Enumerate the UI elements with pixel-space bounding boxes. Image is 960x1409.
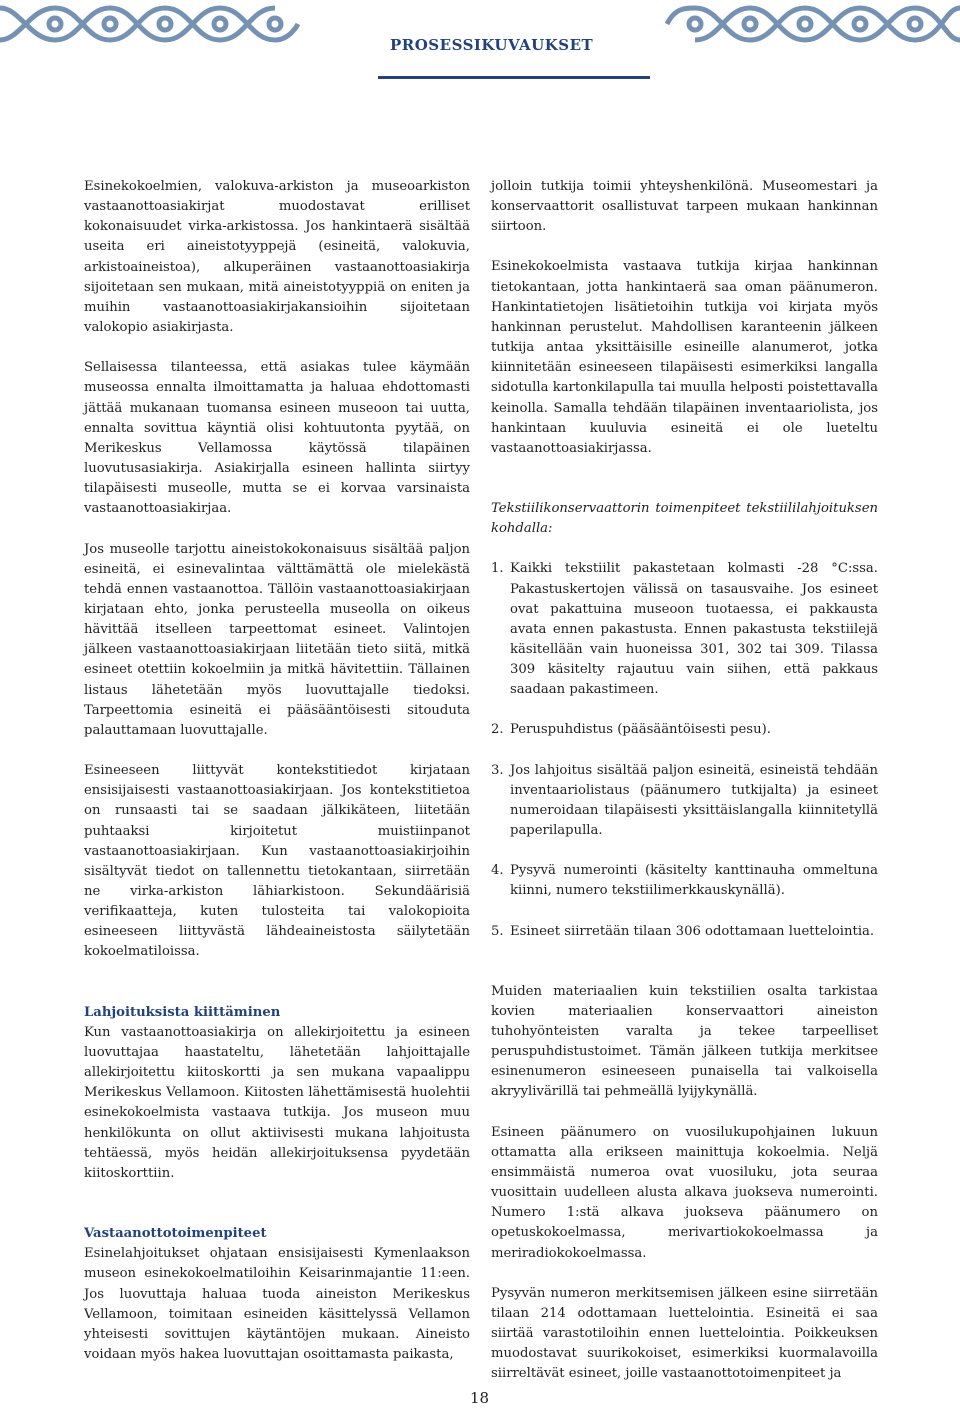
list-item-text: Esineet siirretään tilaan 306 odottamaan luettelointia.: [510, 923, 875, 939]
textile-heading: Tekstiilikonservaattorin toimenpiteet tekstiililahjoituksen kohdalla:: [491, 501, 878, 537]
right-column: [491, 177, 878, 1385]
list-item-text: Pysyvä numerointi (käsitelty kanttinauha ommeltuna kiinni, numero tekstiilimerkkauskynällä).: [510, 863, 878, 899]
left-paragraph-1: Esinekokoelmien, valokuva-arkiston ja museoarkiston vastaanottoasiakirjat muodostavat erilliset kokonaisuudet virka-arkistossa. Jos hankintaerä sisältää useita eri aineistotyyppejä (esineitä, valokuvia, arkistoaineistoa), alkuperäinen vastaanottoasiakirja sijoitetaan sen mukaan, mitä aineistotyyppiä on eniten ja muihin vastaanottoasiakirjakansioihin sijoitetaan valokopio asiakirjasta.: [84, 179, 470, 336]
list-item-text: Kaikki tekstiilit pakastetaan kolmasti -28 °C:ssa. Pakastuskertojen välissä on tasausvaihe. Jos esineet ovat pakattuina museoon tuotaessa, ei pakkausta avata ennen pakastusta. Ennen pakastusta tekstiilejä käsitellään vain huoneissa 301, 302 tai 309. Tilassa 309 käsitelty rajautuu vain siihen, että pakkaus saadaan pakastimeen.: [510, 561, 878, 698]
ornament-right-icon: [665, 0, 960, 48]
section-receiving-heading: Vastaanottotoimenpiteet: [84, 1226, 267, 1242]
header-rule: [378, 76, 650, 79]
section-thanks-heading: Lahjoituksista kiittäminen: [84, 1004, 281, 1020]
list-item-number: 2.: [491, 722, 504, 738]
list-item: [491, 922, 878, 942]
list-item-text: Jos lahjoitus sisältää paljon esineitä, esineistä tehdään inventaariolistaus (päänumero tutkijalta) ja esineet numeroidaan tilapäisesti yksittäislangalla kiinnitetyllä paperilapulla.: [510, 762, 878, 839]
textile-steps-list: [491, 559, 878, 941]
section-receiving: [84, 1224, 470, 1365]
spacer: [84, 983, 470, 1003]
spacer: [491, 962, 878, 982]
list-item: [491, 761, 878, 842]
list-item: [491, 720, 878, 740]
right-paragraph-2: Esinekokoelmista vastaava tutkija kirjaa hankinnan tietokantaan, jotta hankintaerä saa oman päänumeron. Hankintatietojen lisätietoihin tutkija voi kirjata myös hankinnan perustelut. Mahdollisen karanteenin jälkeen tutkija antaa yksittäisille esineille alanumerot, jotka kiinnitetään esineeseen tilapäisesti esimerkiksi langalla sidotulla kartonkilapulla tai muulla helposti poistettavalla keinolla. Samalla tehdään tilapäinen inventaariolista, jos hankintaan kuuluvia esineitä ei ole lueteltu vastaanottoasiakirjassa.: [491, 259, 878, 456]
right-paragraph-3: Muiden materiaalien kuin tekstiilien osalta tarkistaa kovien materiaalien konservaattori aineiston tuhohyönteisten varalta ja tekee tarpeelliset peruspuhdistustoimet. Tämän jälkeen tutkija merkitsee esinenumeron esineeseen punaisella tai valkoisella akryylivärillä tai pehmeällä lyijykynällä.: [491, 983, 878, 1100]
list-item: [491, 559, 878, 700]
section-thanks: [84, 1003, 470, 1184]
left-paragraph-4: Esineeseen liittyvät kontekstitiedot kirjataan ensisijaisesti vastaanottoasiakirjaan. Jos kontekstitietoa on runsaasti tai se saadaan jälkikäteen, liitetään puhtaaksi kirjoitetut muistiinpanot vastaanottoasiakirjaan. Kun vastaanottoasiakirjoihin sisältyvät tiedot on tallennettu tietokantaan, siirretään ne virka-arkiston lähiarkistoon. Sekundäärisiä verifikaatteja, kuten tulosteita tai valokopioita esineeseen liittyvästä lähdeaineistosta säilytetään kokoelmatiloissa.: [84, 763, 470, 960]
section-receiving-text: Esinelahjoitukset ohjataan ensisijaisesti Kymenlaakson museon esinekokoelmatiloihin Keisarinmajantie 11:een. Jos luovuttaja haluaa tuoda aineiston Merikeskus Vellamoon, toimitaan esineiden käsittelyssä Vellamon yhteisesti sovittujen käytäntöjen mukaan. Aineisto voidaan myös hakea luovuttajan osoittamasta paikasta,: [84, 1246, 470, 1362]
list-item: [491, 861, 878, 901]
right-paragraph-5: Pysyvän numeron merkitsemisen jälkeen esine siirretään tilaan 214 odottamaan luettelointia. Esineitä ei saa siirtää varastotiloihin ennen luettelointia. Poikkeuksen muodostavat suurikokoiset, esimerkiksi kuormalavoilla siirreltävät esineet, joille vastaanottotoimenpiteet ja: [491, 1285, 878, 1382]
right-paragraph-4: Esineen päänumero on vuosilukupohjainen lukuun ottamatta alla erikseen mainittuja kokoelmia. Neljä ensimmäistä numeroa ovat vuosiluku, jota seuraa vuosittain uudelleen alusta alkava juokseva numerointi. Numero 1:stä alkava juokseva päänumero on opetuskokoelmassa, merivartiokokoelmassa ja meriradiokokoelmassa.: [491, 1124, 878, 1261]
left-paragraph-2: Sellaisessa tilanteessa, että asiakas tulee käymään museossa ennalta ilmoittamatta ja haluaa ehdottomasti jättää mukanaan tuomansa esineen museoon tai uutta, ennalta sovittua käyntiä olisi kohtuutonta pyytää, on Merikeskus Vellamossa käytössä tilapäinen luovutusasiakirja. Asiakirjalla esineen hallinta siirtyy tilapäisesti museolle, mutta se ei korvaa varsinaista vastaanottoasiakirjaa.: [84, 360, 470, 517]
spacer: [84, 1204, 470, 1224]
ornament-left-icon: [0, 0, 300, 48]
right-paragraph-1: jolloin tutkija toimii yhteyshenkilönä. Museomestari ja konservaattorit osallistuvat tarpeen mukaan hankinnan siirtoon.: [491, 179, 878, 235]
list-item-number: 4.: [491, 863, 504, 879]
list-item-number: 3.: [491, 762, 504, 778]
list-item-text: Peruspuhdistus (pääsääntöisesti pesu).: [510, 722, 771, 738]
page-header: [0, 0, 960, 90]
page-number: 18: [470, 1389, 490, 1407]
section-thanks-text: Kun vastaanottoasiakirja on allekirjoitettu ja esineen luovuttajaa haastateltu, lähetetään lahjoittajalle allekirjoitettu kiitoskortti ja sen mukana vapaalippu Merikeskus Vellamoon. Kiitosten lähettämisestä huolehtii esinekokoelmista vastaava tutkija. Jos museon muu henkilökunta on ollut aktiivisesti mukana lahjoitusta tehtäessä, myös heidän allekirjoituksensa pyydetään kiitoskorttiin.: [84, 1024, 470, 1181]
header-title: PROSESSIKUVAUKSET: [390, 36, 594, 54]
left-paragraph-3: Jos museolle tarjottu aineistokokonaisuus sisältää paljon esineitä, ei esinevalintaa välttämättä ole mielekästä tehdä ennen vastaanottoa. Tällöin vastaanottoasiakirjaan kirjataan ehto, jonka perusteella museolla on oikeus hävittää itselleen tarpeettomat esineet. Valintojen jälkeen vastaanottoasiakirjaan liitetään tieto siitä, mitkä esineet otettiin kokoelmiin ja mitkä hävitettiin. Tällainen listaus lähetetään myös luovuttajalle tiedoksi. Tarpeettomia esineitä ei pääsääntöisesti sitouduta palauttamaan luovuttajalle.: [84, 541, 470, 738]
spacer: [491, 479, 878, 499]
list-item-number: 5.: [491, 923, 504, 939]
list-item-number: 1.: [491, 561, 504, 577]
left-column: [84, 177, 470, 1365]
